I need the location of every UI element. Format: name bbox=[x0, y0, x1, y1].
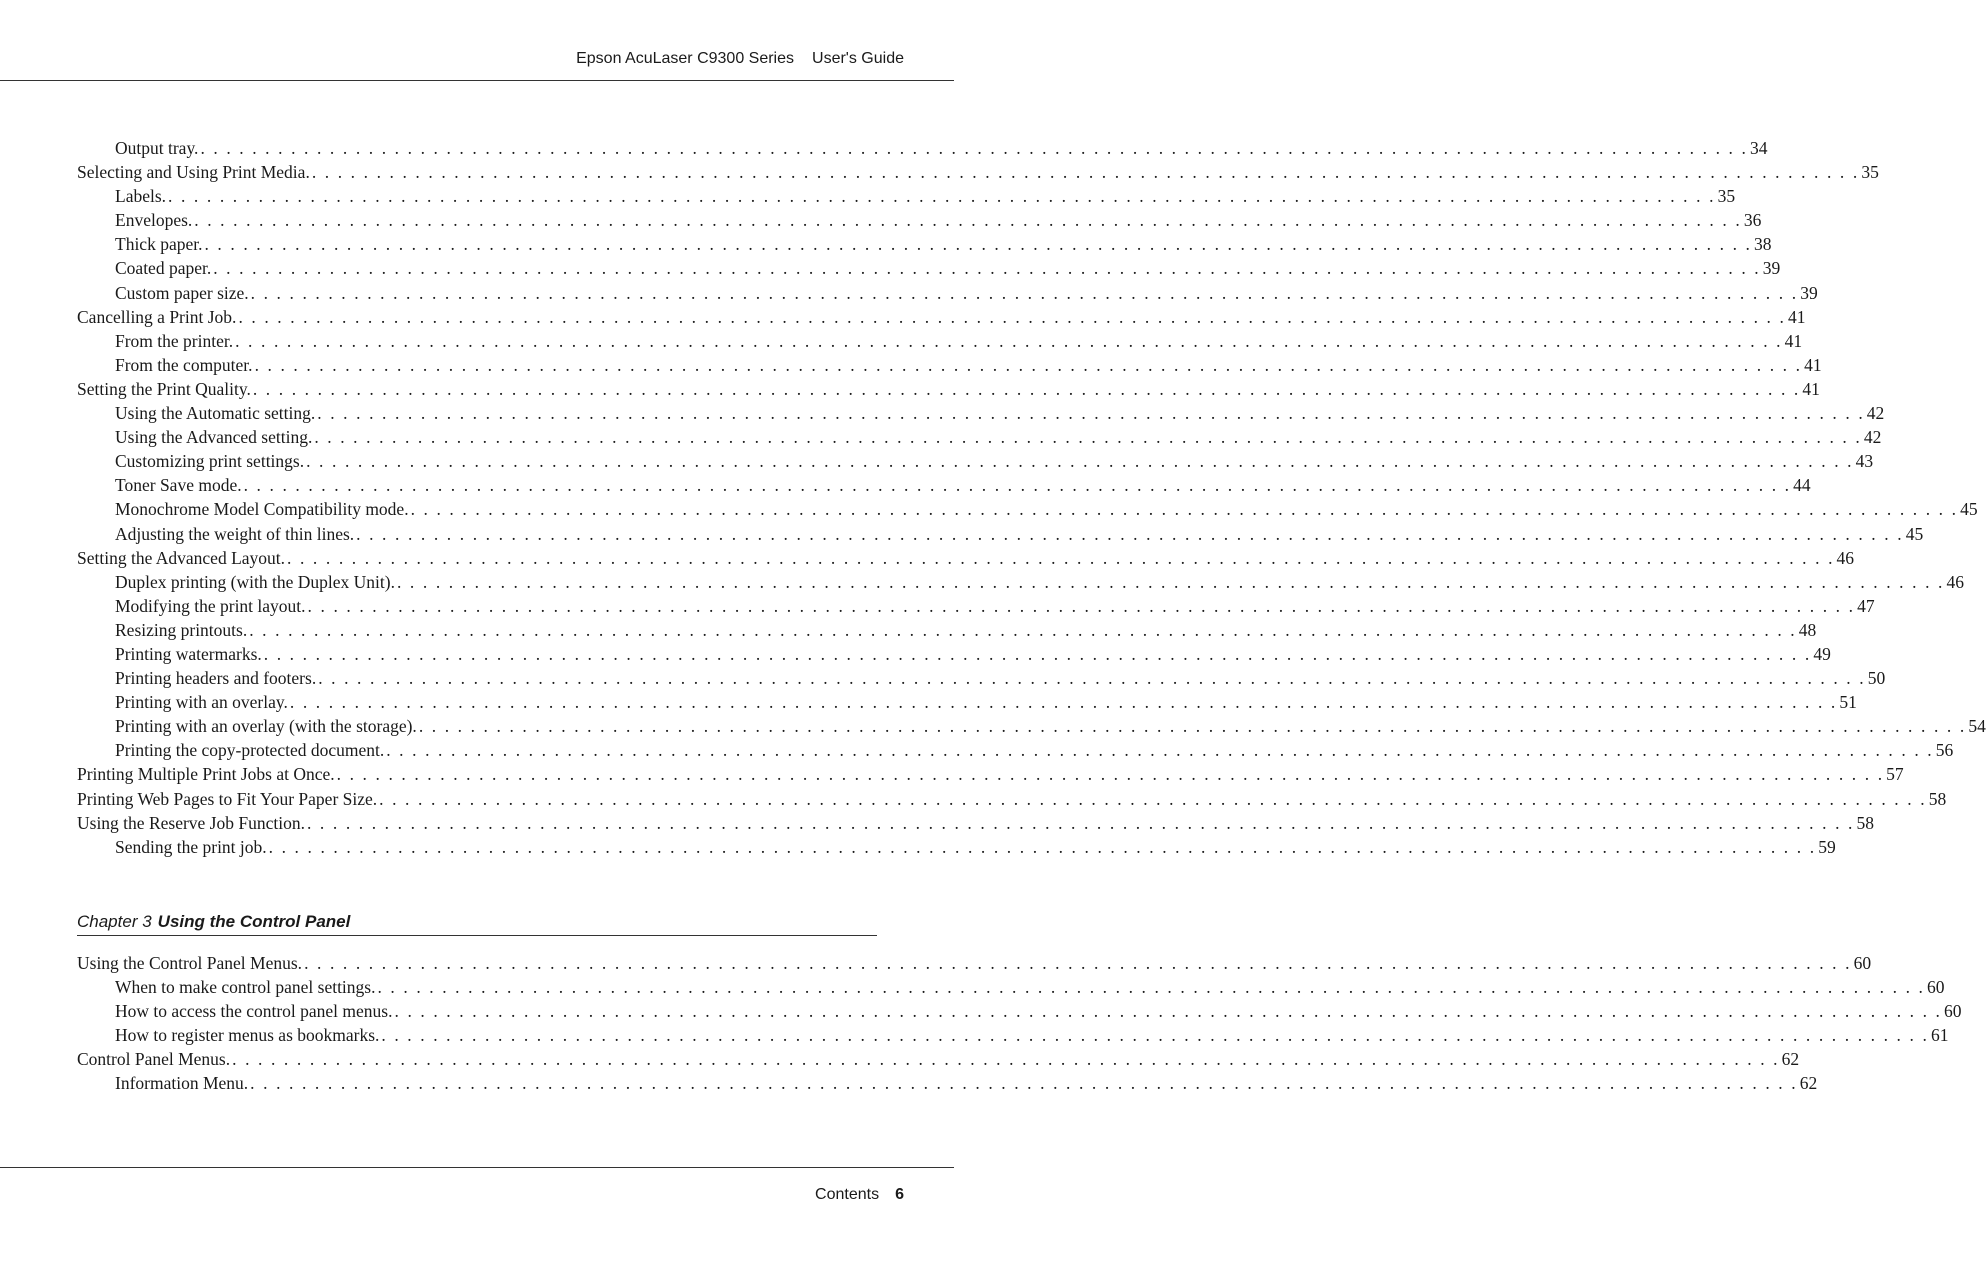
toc-entry[interactable] bbox=[77, 787, 1947, 811]
toc-entry-page: 48 bbox=[1798, 619, 1817, 640]
toc-entry-title: Control Panel Menus. bbox=[77, 1049, 231, 1070]
toc-entry-page: 60 bbox=[1853, 953, 1872, 973]
dot-leader: . . . . . . . . . . . . . . . . . . . . . . . . . . . . . . . . . . . . . . . . . . . . . . . . . . . . . . . . . . . . . . . . . . . . . . . . . . . . . . . . . . . . . . . . . . . . . . . . . . . . . . . . . . . . . . . . . . . . . . . . bbox=[243, 475, 1792, 496]
toc-entry[interactable] bbox=[77, 738, 1954, 762]
toc-entry-page: 39 bbox=[1800, 282, 1818, 303]
toc-entry-page: 62 bbox=[1781, 1049, 1800, 1070]
toc-entry-title: Printing Multiple Print Jobs at Once. bbox=[77, 764, 335, 785]
dot-leader: . . . . . . . . . . . . . . . . . . . . . . . . . . . . . . . . . . . . . . . . . . . . . . . . . . . . . . . . . . . . . . . . . . . . . . . . . . . . . . . . . . . . . . . . . . . . . . . . . . . . . . . . . . . . . . . . . . . . . . . . bbox=[238, 306, 1786, 327]
toc-entry[interactable] bbox=[77, 546, 1855, 570]
toc-entry-title: Printing headers and footers. bbox=[115, 668, 317, 689]
toc-entry[interactable] bbox=[77, 522, 1924, 546]
toc-entry[interactable] bbox=[77, 208, 1762, 232]
dot-leader: . . . . . . . . . . . . . . . . . . . . . . . . . . . . . . . . . . . . . . . . . . . . . . . . . . . . . . . . . . . . . . . . . . . . . . . . . . . . . . . . . . . . . . . . . . . . . . . . . . . . . . . . . . . . . . . . . . . . . . . . bbox=[268, 836, 1817, 857]
dot-leader: . . . . . . . . . . . . . . . . . . . . . . . . . . . . . . . . . . . . . . . . . . . . . . . . . . . . . . . . . . . . . . . . . . . . . . . . . . . . . . . . . . . . . . . . . . . . . . . . . . . . . . . . . . . . . . . . . . . . . . . . bbox=[232, 1049, 1780, 1070]
toc-entry-title: How to access the control panel menus. bbox=[115, 1001, 393, 1022]
dot-leader: . . . . . . . . . . . . . . . . . . . . . . . . . . . . . . . . . . . . . . . . . . . . . . . . . . . . . . . . . . . . . . . . . . . . . . . . . . . . . . . . . . . . . . . . . . . . . . . . . . . . . . . . . . . . . . . . . . . . . . . . bbox=[250, 282, 1799, 303]
toc-entry[interactable] bbox=[77, 232, 1772, 256]
toc-entry[interactable] bbox=[77, 305, 1806, 329]
dot-leader: . . . . . . . . . . . . . . . . . . . . . . . . . . . . . . . . . . . . . . . . . . . . . . . . . . . . . . . . . . . . . . . . . . . . . . . . . . . . . . . . . . . . . . . . . . . . . . . . . . . . . . . . . . . . . . . . . . . . . . . . bbox=[307, 595, 1856, 616]
dot-leader: . . . . . . . . . . . . . . . . . . . . . . . . . . . . . . . . . . . . . . . . . . . . . . . . . . . . . . . . . . . . . . . . . . . . . . . . . . . . . . . . . . . . . . . . . . . . . . . . . . . . . . . . . . . . . . . . . . . . . . . . bbox=[168, 186, 1716, 207]
toc-entry-page: 41 bbox=[1802, 378, 1820, 399]
toc-entry[interactable] bbox=[77, 642, 1831, 666]
toc-entry-title: Coated paper. bbox=[115, 258, 212, 279]
toc-entry-page: 41 bbox=[1784, 330, 1803, 351]
toc-entry[interactable] bbox=[77, 449, 1874, 473]
toc-entry[interactable] bbox=[77, 951, 1872, 975]
toc-entry[interactable] bbox=[77, 136, 1768, 160]
dot-leader: . . . . . . . . . . . . . . . . . . . . . . . . . . . . . . . . . . . . . . . . . . . . . . . . . . . . . . . . . . . . . . . . . . . . . . . . . . . . . . . . . . . . . . . . . . . . . . . . . . . . . . . . . . . . . . . . . . . . . . . . bbox=[394, 1001, 1943, 1022]
toc-entry-title: Printing watermarks. bbox=[115, 643, 262, 664]
dot-leader: . . . . . . . . . . . . . . . . . . . . . . . . . . . . . . . . . . . . . . . . . . . . . . . . . . . . . . . . . . . . . . . . . . . . . . . . . . . . . . . . . . . . . . . . . . . . . . . . . . . . . . . . . . . . . . . . . . . . . . . . bbox=[306, 451, 1854, 472]
toc-entry-title: Selecting and Using Print Media. bbox=[77, 162, 310, 183]
dot-leader: . . . . . . . . . . . . . . . . . . . . . . . . . . . . . . . . . . . . . . . . . . . . . . . . . . . . . . . . . . . . . . . . . . . . . . . . . . . . . . . . . . . . . . . . . . . . . . . . . . . . . . . . . . . . . . . . . . . . . . . . bbox=[287, 547, 1835, 568]
toc-entry[interactable] bbox=[77, 1047, 1800, 1071]
dot-leader: . . . . . . . . . . . . . . . . . . . . . . . . . . . . . . . . . . . . . . . . . . . . . . . . . . . . . . . . . . . . . . . . . . . . . . . . . . . . . . . . . . . . . . . . . . . . . . . . . . . . . . . . . . . . . . . . . . . . . . . . bbox=[381, 1025, 1929, 1046]
toc-entry[interactable] bbox=[77, 497, 1978, 521]
toc-entry-title: Setting the Advanced Layout. bbox=[77, 547, 286, 568]
toc-entry-page: 57 bbox=[1886, 764, 1904, 785]
toc-entry-page: 34 bbox=[1749, 138, 1768, 158]
toc-entry-page: 61 bbox=[1930, 1025, 1949, 1046]
toc-entry-title: Customizing print settings. bbox=[115, 451, 305, 472]
toc-entry[interactable] bbox=[77, 256, 1781, 280]
toc-entry-page: 49 bbox=[1813, 643, 1831, 664]
toc-entry-page: 41 bbox=[1804, 354, 1822, 375]
toc-entry-page: 58 bbox=[1856, 812, 1874, 833]
toc-entry-title: Using the Reserve Job Function. bbox=[77, 812, 305, 833]
toc-entry-page: 44 bbox=[1793, 475, 1811, 496]
toc-entry-title: Sending the print job. bbox=[115, 836, 267, 857]
toc-entry-title: Thick paper. bbox=[115, 234, 203, 255]
dot-leader: . . . . . . . . . . . . . . . . . . . . . . . . . . . . . . . . . . . . . . . . . . . . . . . . . . . . . . . . . . . . . . . . . . . . . . . . . . . . . . . . . . . . . . . . . . . . . . . . . . . . . . . . . . . . . . . . . . . . . . . . bbox=[336, 764, 1885, 785]
dot-leader: . . . . . . . . . . . . . . . . . . . . . . . . . . . . . . . . . . . . . . . . . . . . . . . . . . . . . . . . . . . . . . . . . . . . . . . . . . . . . . . . . . . . . . . . . . . . . . . . . . . . . . . . . . . . . . . . . . . . . . . . bbox=[254, 354, 1803, 375]
toc-entry-page: 54 bbox=[1968, 716, 1986, 737]
document-title: Epson AcuLaser C9300 Series bbox=[576, 50, 795, 67]
toc-entry[interactable] bbox=[77, 281, 1818, 305]
chapter-label: Chapter 3 bbox=[77, 912, 152, 931]
dot-leader: . . . . . . . . . . . . . . . . . . . . . . . . . . . . . . . . . . . . . . . . . . . . . . . . . . . . . . . . . . . . . . . . . . . . . . . . . . . . . . . . . . . . . . . . . . . . . . . . . . . . . . . . . . . . . . . . . . . . . . . . bbox=[418, 716, 1967, 737]
toc-entry-title: Adjusting the weight of thin lines. bbox=[115, 523, 355, 544]
toc-entry-page: 35 bbox=[1717, 186, 1736, 207]
toc-entry-title: From the computer. bbox=[115, 354, 253, 375]
toc-entry-title: Using the Advanced setting. bbox=[115, 427, 313, 448]
toc-entry[interactable] bbox=[77, 618, 1817, 642]
toc-list bbox=[77, 136, 1986, 859]
dot-leader: . . . . . . . . . . . . . . . . . . . . . . . . . . . . . . . . . . . . . . . . . . . . . . . . . . . . . . . . . . . . . . . . . . . . . . . . . . . . . . . . . . . . . . . . . . . . . . . . . . . . . . . . . . . . . . . . . . . . . . . . bbox=[204, 234, 1752, 255]
toc-entry-page: 58 bbox=[1928, 788, 1947, 809]
dot-leader: . . . . . . . . . . . . . . . . . . . . . . . . . . . . . . . . . . . . . . . . . . . . . . . . . . . . . . . . . . . . . . . . . . . . . . . . . . . . . . . . . . . . . . . . . . . . . . . . . . . . . . . . . . . . . . . . . . . . . . . . bbox=[379, 788, 1927, 809]
dot-leader: . . . . . . . . . . . . . . . . . . . . . . . . . . . . . . . . . . . . . . . . . . . . . . . . . . . . . . . . . . . . . . . . . . . . . . . . . . . . . . . . . . . . . . . . . . . . . . . . . . . . . . . . . . . . . . . . . . . . . . . . bbox=[304, 953, 1852, 973]
toc-entry-title: Printing the copy-protected document. bbox=[115, 740, 385, 761]
toc-entry-title: When to make control panel settings. bbox=[115, 977, 376, 998]
dot-leader: . . . . . . . . . . . . . . . . . . . . . . . . . . . . . . . . . . . . . . . . . . . . . . . . . . . . . . . . . . . . . . . . . . . . . . . . . . . . . . . . . . . . . . . . . . . . . . . . . . . . . . . . . . . . . . . . . . . . . . . . bbox=[396, 571, 1945, 592]
toc-entry[interactable] bbox=[77, 1071, 1818, 1095]
toc-list-chapter-3 bbox=[77, 951, 1962, 1096]
toc-entry-page: 45 bbox=[1960, 499, 1978, 520]
toc-entry-title: Monochrome Model Compatibility mode. bbox=[115, 499, 409, 520]
toc-entry-page: 45 bbox=[1905, 523, 1924, 544]
toc-entry-page: 47 bbox=[1857, 595, 1875, 616]
toc-entry-title: Information Menu. bbox=[115, 1073, 249, 1094]
toc-entry[interactable] bbox=[77, 184, 1736, 208]
toc-entry[interactable] bbox=[77, 666, 1886, 690]
toc-entry[interactable] bbox=[77, 999, 1962, 1023]
dot-leader: . . . . . . . . . . . . . . . . . . . . . . . . . . . . . . . . . . . . . . . . . . . . . . . . . . . . . . . . . . . . . . . . . . . . . . . . . . . . . . . . . . . . . . . . . . . . . . . . . . . . . . . . . . . . . . . . . . . . . . . . bbox=[386, 740, 1934, 761]
dot-leader: . . . . . . . . . . . . . . . . . . . . . . . . . . . . . . . . . . . . . . . . . . . . . . . . . . . . . . . . . . . . . . . . . . . . . . . . . . . . . . . . . . . . . . . . . . . . . . . . . . . . . . . . . . . . . . . . . . . . . . . . bbox=[318, 668, 1866, 689]
toc-entry[interactable] bbox=[77, 329, 1803, 353]
toc-entry[interactable] bbox=[77, 594, 1875, 618]
page-number: 6 bbox=[895, 1186, 904, 1203]
toc-entry-title: How to register menus as bookmarks. bbox=[115, 1025, 380, 1046]
toc-entry-page: 38 bbox=[1754, 234, 1772, 255]
toc-entry-page: 60 bbox=[1944, 1001, 1962, 1022]
toc-entry-title: Using the Automatic setting. bbox=[115, 403, 316, 424]
toc-entry-title: Resizing printouts. bbox=[115, 619, 248, 640]
dot-leader: . . . . . . . . . . . . . . . . . . . . . . . . . . . . . . . . . . . . . . . . . . . . . . . . . . . . . . . . . . . . . . . . . . . . . . . . . . . . . . . . . . . . . . . . . . . . . . . . . . . . . . . . . . . . . . . . . . . . . . . . bbox=[410, 499, 1959, 520]
toc-entry[interactable] bbox=[77, 975, 1945, 999]
toc-entry-title: Printing with an overlay. bbox=[115, 692, 288, 713]
dot-leader: . . . . . . . . . . . . . . . . . . . . . . . . . . . . . . . . . . . . . . . . . . . . . . . . . . . . . . . . . . . . . . . . . . . . . . . . . . . . . . . . . . . . . . . . . . . . . . . . . . . . . . . . . . . . . . . . . . . . . . . . bbox=[263, 643, 1812, 664]
dot-leader: . . . . . . . . . . . . . . . . . . . . . . . . . . . . . . . . . . . . . . . . . . . . . . . . . . . . . . . . . . . . . . . . . . . . . . . . . . . . . . . . . . . . . . . . . . . . . . . . . . . . . . . . . . . . . . . . . . . . . . . . bbox=[213, 258, 1761, 279]
dot-leader: . . . . . . . . . . . . . . . . . . . . . . . . . . . . . . . . . . . . . . . . . . . . . . . . . . . . . . . . . . . . . . . . . . . . . . . . . . . . . . . . . . . . . . . . . . . . . . . . . . . . . . . . . . . . . . . . . . . . . . . . bbox=[306, 812, 1855, 833]
toc-entry-page: 42 bbox=[1866, 403, 1885, 424]
toc-entry[interactable] bbox=[77, 835, 1836, 859]
dot-leader: . . . . . . . . . . . . . . . . . . . . . . . . . . . . . . . . . . . . . . . . . . . . . . . . . . . . . . . . . . . . . . . . . . . . . . . . . . . . . . . . . . . . . . . . . . . . . . . . . . . . . . . . . . . . . . . . . . . . . . . . bbox=[250, 1073, 1798, 1094]
toc-entry-title: Output tray. bbox=[115, 138, 199, 158]
toc-entry-page: 51 bbox=[1839, 692, 1857, 713]
toc-entry[interactable] bbox=[77, 690, 1857, 714]
toc-entry-page: 46 bbox=[1946, 571, 1964, 592]
toc-entry[interactable] bbox=[77, 401, 1885, 425]
toc-entry-page: 41 bbox=[1787, 306, 1806, 327]
toc-entry-title: Using the Control Panel Menus. bbox=[77, 953, 303, 973]
footer-section: Contents bbox=[815, 1186, 880, 1203]
dot-leader: . . . . . . . . . . . . . . . . . . . . . . . . . . . . . . . . . . . . . . . . . . . . . . . . . . . . . . . . . . . . . . . . . . . . . . . . . . . . . . . . . . . . . . . . . . . . . . . . . . . . . . . . . . . . . . . . . . . . . . . . bbox=[249, 619, 1797, 640]
dot-leader: . . . . . . . . . . . . . . . . . . . . . . . . . . . . . . . . . . . . . . . . . . . . . . . . . . . . . . . . . . . . . . . . . . . . . . . . . . . . . . . . . . . . . . . . . . . . . . . . . . . . . . . . . . . . . . . . . . . . . . . . bbox=[311, 162, 1860, 183]
toc-entry-page: 56 bbox=[1935, 740, 1954, 761]
guide-name: User's Guide bbox=[812, 50, 904, 67]
toc-entry-title: Labels. bbox=[115, 186, 167, 207]
toc-entry-page: 39 bbox=[1762, 258, 1781, 279]
toc-entry-title: Toner Save mode. bbox=[115, 475, 242, 496]
dot-leader: . . . . . . . . . . . . . . . . . . . . . . . . . . . . . . . . . . . . . . . . . . . . . . . . . . . . . . . . . . . . . . . . . . . . . . . . . . . . . . . . . . . . . . . . . . . . . . . . . . . . . . . . . . . . . . . . . . . . . . . . bbox=[235, 330, 1783, 351]
toc-entry[interactable] bbox=[77, 762, 1904, 786]
toc-entry-title: Setting the Print Quality. bbox=[77, 378, 251, 399]
toc-entry[interactable] bbox=[77, 473, 1811, 497]
chapter-heading bbox=[77, 911, 877, 936]
toc-entry-page: 50 bbox=[1867, 668, 1886, 689]
dot-leader: . . . . . . . . . . . . . . . . . . . . . . . . . . . . . . . . . . . . . . . . . . . . . . . . . . . . . . . . . . . . . . . . . . . . . . . . . . . . . . . . . . . . . . . . . . . . . . . . . . . . . . . . . . . . . . . . . . . . . . . . bbox=[356, 523, 1904, 544]
page-header bbox=[576, 50, 904, 68]
toc-entry[interactable] bbox=[77, 160, 1879, 184]
toc-entry[interactable] bbox=[77, 425, 1882, 449]
toc-entry[interactable] bbox=[77, 353, 1822, 377]
toc-entry-title: Custom paper size. bbox=[115, 282, 249, 303]
toc-entry-page: 46 bbox=[1836, 547, 1855, 568]
toc-entry-page: 62 bbox=[1799, 1073, 1818, 1094]
toc-entry[interactable] bbox=[77, 811, 1874, 835]
chapter-title: Using the Control Panel bbox=[157, 912, 351, 931]
toc-entry-title: From the printer. bbox=[115, 330, 234, 351]
toc-entry-title: Envelopes. bbox=[115, 210, 193, 231]
toc-entry[interactable] bbox=[77, 714, 1986, 738]
footer-rule bbox=[0, 1167, 954, 1168]
toc-entry-page: 60 bbox=[1927, 977, 1945, 998]
dot-leader: . . . . . . . . . . . . . . . . . . . . . . . . . . . . . . . . . . . . . . . . . . . . . . . . . . . . . . . . . . . . . . . . . . . . . . . . . . . . . . . . . . . . . . . . . . . . . . . . . . . . . . . . . . . . . . . . . . . . . . . . bbox=[252, 378, 1801, 399]
toc-entry[interactable] bbox=[77, 377, 1820, 401]
toc-entry-title: Duplex printing (with the Duplex Unit). bbox=[115, 571, 395, 592]
toc-entry-page: 36 bbox=[1743, 210, 1762, 231]
toc-entry[interactable] bbox=[77, 1023, 1949, 1047]
toc-entry-title: Modifying the print layout. bbox=[115, 595, 306, 616]
toc-entry-page: 42 bbox=[1863, 427, 1882, 448]
toc-entry[interactable] bbox=[77, 570, 1964, 594]
dot-leader: . . . . . . . . . . . . . . . . . . . . . . . . . . . . . . . . . . . . . . . . . . . . . . . . . . . . . . . . . . . . . . . . . . . . . . . . . . . . . . . . . . . . . . . . . . . . . . . . . . . . . . . . . . . . . . . . . . . . . . . . bbox=[194, 210, 1742, 231]
dot-leader: . . . . . . . . . . . . . . . . . . . . . . . . . . . . . . . . . . . . . . . . . . . . . . . . . . . . . . . . . . . . . . . . . . . . . . . . . . . . . . . . . . . . . . . . . . . . . . . . . . . . . . . . . . . . . . . . . . . . . . . . bbox=[317, 403, 1865, 424]
toc-entry-page: 35 bbox=[1861, 162, 1879, 183]
dot-leader: . . . . . . . . . . . . . . . . . . . . . . . . . . . . . . . . . . . . . . . . . . . . . . . . . . . . . . . . . . . . . . . . . . . . . . . . . . . . . . . . . . . . . . . . . . . . . . . . . . . . . . . . . . . . . . . . . . . . . . . . bbox=[289, 692, 1838, 713]
dot-leader: . . . . . . . . . . . . . . . . . . . . . . . . . . . . . . . . . . . . . . . . . . . . . . . . . . . . . . . . . . . . . . . . . . . . . . . . . . . . . . . . . . . . . . . . . . . . . . . . . . . . . . . . . . . . . . . . . . . . . . . . bbox=[200, 138, 1748, 158]
toc-entry-page: 43 bbox=[1855, 451, 1874, 472]
dot-leader: . . . . . . . . . . . . . . . . . . . . . . . . . . . . . . . . . . . . . . . . . . . . . . . . . . . . . . . . . . . . . . . . . . . . . . . . . . . . . . . . . . . . . . . . . . . . . . . . . . . . . . . . . . . . . . . . . . . . . . . . bbox=[377, 977, 1926, 998]
dot-leader: . . . . . . . . . . . . . . . . . . . . . . . . . . . . . . . . . . . . . . . . . . . . . . . . . . . . . . . . . . . . . . . . . . . . . . . . . . . . . . . . . . . . . . . . . . . . . . . . . . . . . . . . . . . . . . . . . . . . . . . . bbox=[314, 427, 1862, 448]
toc-entry-title: Cancelling a Print Job. bbox=[77, 306, 237, 327]
header-rule bbox=[0, 80, 954, 81]
toc-entry-page: 59 bbox=[1818, 836, 1836, 857]
toc-entry-title: Printing with an overlay (with the storage). bbox=[115, 716, 417, 737]
page-footer bbox=[815, 1186, 904, 1204]
toc-entry-title: Printing Web Pages to Fit Your Paper Size. bbox=[77, 788, 378, 809]
